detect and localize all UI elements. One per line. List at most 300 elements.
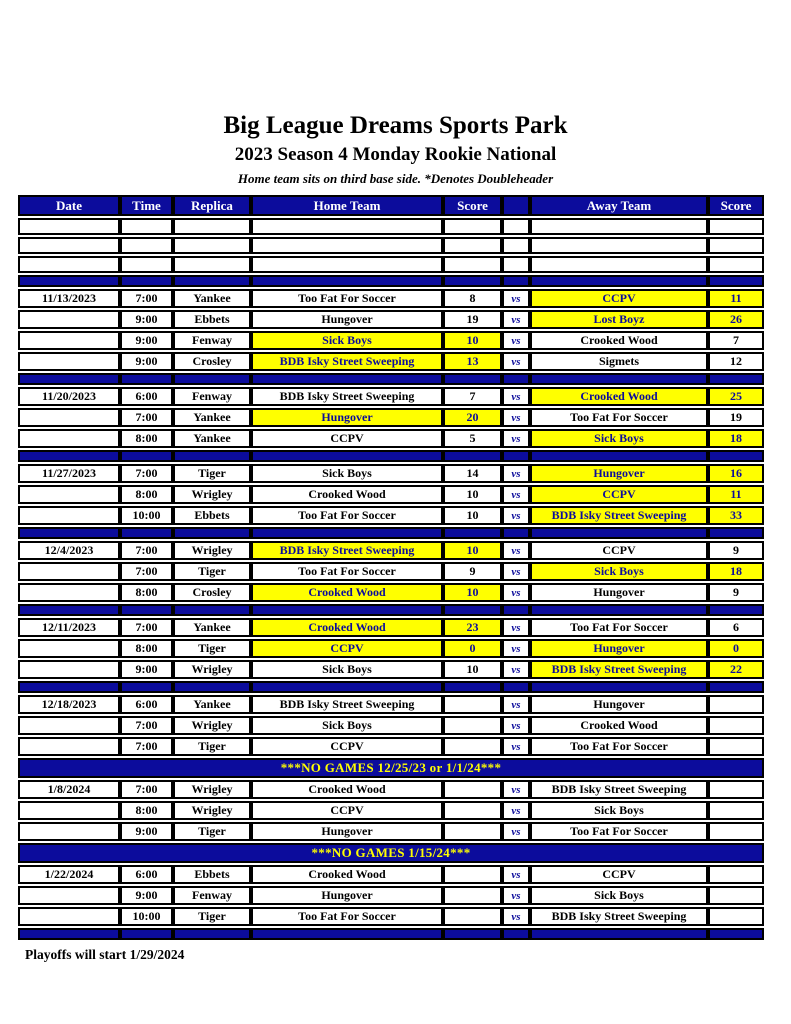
away-team-cell: Too Fat For Soccer [530,737,708,756]
away-team-cell: Sick Boys [530,429,708,448]
home-score-cell [443,780,502,799]
separator-date-cell [18,373,120,385]
game-row [18,865,764,884]
separator-replica-cell [173,450,251,462]
time-cell: 9:00 [120,352,173,371]
away-team-cell: Too Fat For Soccer [530,822,708,841]
home-team-cell: Sick Boys [251,660,443,679]
separator-away-score-cell [708,373,764,385]
game-row [18,822,764,841]
separator-date-cell [18,450,120,462]
away-team-cell: Sick Boys [530,801,708,820]
date-cell [18,562,120,581]
separator-away-team-cell [530,275,708,287]
away-score-cell: 18 [708,429,764,448]
date-cell [18,737,120,756]
replica-cell: Tiger [173,737,251,756]
home-score-cell: 0 [443,639,502,658]
home-score-cell: 19 [443,310,502,329]
separator-time-cell [120,527,173,539]
home-team-cell: Crooked Wood [251,780,443,799]
vs-label: vs [502,387,530,406]
separator-time-cell [120,604,173,616]
away-team-cell: Crooked Wood [530,716,708,735]
time-cell: 8:00 [120,639,173,658]
away-score-cell: 11 [708,485,764,504]
away-score-cell [708,907,764,926]
away-team-cell: Crooked Wood [530,387,708,406]
date-cell: 11/13/2023 [18,289,120,308]
away-team-cell: BDB Isky Street Sweeping [530,506,708,525]
date-cell [18,485,120,504]
away-score-cell [708,822,764,841]
empty-replica-cell [173,256,251,273]
home-team-cell: Too Fat For Soccer [251,289,443,308]
home-score-cell [443,865,502,884]
replica-cell: Fenway [173,387,251,406]
game-row [18,660,764,679]
away-score-cell [708,716,764,735]
away-team-cell: Sick Boys [530,886,708,905]
date-cell [18,506,120,525]
separator-time-cell [120,681,173,693]
game-row [18,639,764,658]
vs-label: vs [502,716,530,735]
game-row [18,695,764,714]
away-score-cell [708,886,764,905]
empty-vs-cell [502,237,530,254]
empty-time-cell [120,256,173,273]
time-cell: 10:00 [120,506,173,525]
away-team-cell: CCPV [530,485,708,504]
separator-away-score-cell [708,681,764,693]
separator-replica-cell [173,681,251,693]
game-row [18,907,764,926]
game-row [18,562,764,581]
home-team-cell: Too Fat For Soccer [251,562,443,581]
notice-row [18,758,764,778]
time-cell: 8:00 [120,801,173,820]
replica-cell: Ebbets [173,865,251,884]
away-score-cell [708,865,764,884]
home-score-cell [443,907,502,926]
empty-row [18,237,764,254]
home-score-cell: 5 [443,429,502,448]
replica-cell: Tiger [173,907,251,926]
vs-label: vs [502,639,530,658]
date-cell [18,352,120,371]
home-team-cell: Crooked Wood [251,865,443,884]
home-score-cell: 20 [443,408,502,427]
date-cell: 1/22/2024 [18,865,120,884]
home-score-cell: 7 [443,387,502,406]
table-header-row [18,195,764,216]
vs-label: vs [502,822,530,841]
time-cell: 7:00 [120,618,173,637]
separator-home-score-cell [443,604,502,616]
home-team-cell: Sick Boys [251,464,443,483]
home-score-cell: 10 [443,660,502,679]
separator-replica-cell [173,275,251,287]
vs-label: vs [502,485,530,504]
empty-away-team-cell [530,218,708,235]
date-cell: 1/8/2024 [18,780,120,799]
date-cell: 11/20/2023 [18,387,120,406]
date-cell [18,429,120,448]
home-team-cell: Hungover [251,310,443,329]
separator-home-score-cell [443,373,502,385]
time-cell: 7:00 [120,780,173,799]
date-cell [18,886,120,905]
home-team-cell: Crooked Wood [251,618,443,637]
time-cell: 9:00 [120,822,173,841]
game-row [18,408,764,427]
separator-away-score-cell [708,450,764,462]
replica-cell: Wrigley [173,780,251,799]
separator-replica-cell [173,928,251,940]
away-score-cell [708,737,764,756]
home-score-cell [443,801,502,820]
game-row [18,716,764,735]
game-row [18,485,764,504]
away-team-cell: Sick Boys [530,562,708,581]
time-cell: 7:00 [120,464,173,483]
game-row [18,464,764,483]
empty-vs-cell [502,256,530,273]
time-cell: 9:00 [120,310,173,329]
time-cell: 6:00 [120,865,173,884]
separator-date-cell [18,928,120,940]
away-score-cell: 12 [708,352,764,371]
separator-vs-cell [502,527,530,539]
replica-cell: Yankee [173,695,251,714]
replica-cell: Wrigley [173,716,251,735]
notice-row [18,843,764,863]
header-cell-home-team: Home Team [251,195,443,216]
home-score-cell [443,886,502,905]
no-games-notice: ***NO GAMES 12/25/23 or 1/1/24*** [18,758,764,778]
vs-label: vs [502,907,530,926]
header-cell-time: Time [120,195,173,216]
game-row [18,541,764,560]
separator-row [18,604,764,616]
time-cell: 7:00 [120,541,173,560]
separator-vs-cell [502,928,530,940]
home-team-cell: Hungover [251,886,443,905]
vs-label: vs [502,464,530,483]
away-team-cell: Hungover [530,583,708,602]
empty-row [18,218,764,235]
home-score-cell: 10 [443,331,502,350]
separator-away-score-cell [708,275,764,287]
separator-time-cell [120,373,173,385]
separator-row [18,928,764,940]
separator-away-team-cell [530,681,708,693]
replica-cell: Yankee [173,289,251,308]
away-team-cell: BDB Isky Street Sweeping [530,907,708,926]
game-row [18,583,764,602]
away-team-cell: Sigmets [530,352,708,371]
home-team-cell: Too Fat For Soccer [251,907,443,926]
empty-away-team-cell [530,237,708,254]
date-cell: 12/4/2023 [18,541,120,560]
no-games-notice: ***NO GAMES 1/15/24*** [18,843,764,863]
page-title: Big League Dreams Sports Park [223,112,568,139]
away-score-cell [708,780,764,799]
replica-cell: Wrigley [173,541,251,560]
vs-label: vs [502,429,530,448]
game-row [18,331,764,350]
date-cell [18,408,120,427]
separator-home-score-cell [443,527,502,539]
schedule-table [18,193,764,942]
separator-away-team-cell [530,604,708,616]
separator-home-team-cell [251,373,443,385]
header-cell-vs [502,195,530,216]
time-cell: 6:00 [120,387,173,406]
empty-row [18,256,764,273]
away-score-cell: 0 [708,639,764,658]
time-cell: 7:00 [120,737,173,756]
game-row [18,801,764,820]
replica-cell: Ebbets [173,310,251,329]
separator-away-team-cell [530,373,708,385]
separator-replica-cell [173,373,251,385]
away-team-cell: BDB Isky Street Sweeping [530,660,708,679]
separator-home-team-cell [251,275,443,287]
home-team-cell: BDB Isky Street Sweeping [251,541,443,560]
vs-label: vs [502,562,530,581]
home-team-cell: CCPV [251,737,443,756]
time-cell: 6:00 [120,695,173,714]
date-cell [18,639,120,658]
home-team-cell: BDB Isky Street Sweeping [251,695,443,714]
away-score-cell: 11 [708,289,764,308]
home-team-cell: CCPV [251,801,443,820]
home-score-cell: 23 [443,618,502,637]
replica-cell: Wrigley [173,485,251,504]
separator-date-cell [18,681,120,693]
separator-row [18,275,764,287]
empty-home-score-cell [443,237,502,254]
replica-cell: Yankee [173,429,251,448]
date-cell [18,822,120,841]
empty-home-score-cell [443,218,502,235]
replica-cell: Fenway [173,886,251,905]
separator-away-team-cell [530,527,708,539]
away-team-cell: Hungover [530,639,708,658]
away-score-cell: 7 [708,331,764,350]
replica-cell: Crosley [173,583,251,602]
empty-time-cell [120,218,173,235]
replica-cell: Tiger [173,562,251,581]
vs-label: vs [502,583,530,602]
away-team-cell: BDB Isky Street Sweeping [530,780,708,799]
away-team-cell: Hungover [530,464,708,483]
separator-vs-cell [502,681,530,693]
empty-away-score-cell [708,237,764,254]
home-team-cell: Hungover [251,408,443,427]
separator-home-score-cell [443,681,502,693]
empty-date-cell [18,218,120,235]
page-header [0,0,791,187]
header-cell-date: Date [18,195,120,216]
empty-vs-cell [502,218,530,235]
date-cell [18,716,120,735]
date-cell [18,583,120,602]
vs-label: vs [502,865,530,884]
home-team-cell: Hungover [251,822,443,841]
separator-time-cell [120,450,173,462]
header-cell-away-score: Score [708,195,764,216]
replica-cell: Tiger [173,639,251,658]
vs-label: vs [502,331,530,350]
home-team-cell: BDB Isky Street Sweeping [251,352,443,371]
home-score-cell: 13 [443,352,502,371]
vs-label: vs [502,801,530,820]
vs-label: vs [502,695,530,714]
time-cell: 10:00 [120,907,173,926]
vs-label: vs [502,737,530,756]
away-team-cell: CCPV [530,865,708,884]
replica-cell: Yankee [173,408,251,427]
separator-time-cell [120,928,173,940]
date-cell: 12/18/2023 [18,695,120,714]
separator-away-team-cell [530,450,708,462]
separator-away-score-cell [708,928,764,940]
empty-date-cell [18,237,120,254]
separator-away-score-cell [708,527,764,539]
replica-cell: Yankee [173,618,251,637]
separator-home-team-cell [251,527,443,539]
header-cell-home-score: Score [443,195,502,216]
separator-row [18,373,764,385]
empty-home-team-cell [251,256,443,273]
home-team-cell: BDB Isky Street Sweeping [251,387,443,406]
date-cell [18,331,120,350]
away-team-cell: Lost Boyz [530,310,708,329]
separator-replica-cell [173,527,251,539]
separator-vs-cell [502,373,530,385]
away-team-cell: Too Fat For Soccer [530,408,708,427]
time-cell: 7:00 [120,562,173,581]
time-cell: 7:00 [120,716,173,735]
game-row [18,429,764,448]
vs-label: vs [502,352,530,371]
empty-away-score-cell [708,218,764,235]
home-team-cell: Crooked Wood [251,485,443,504]
home-score-cell: 10 [443,583,502,602]
separator-row [18,450,764,462]
separator-home-team-cell [251,928,443,940]
home-score-cell: 8 [443,289,502,308]
game-row [18,506,764,525]
vs-label: vs [502,408,530,427]
date-cell [18,310,120,329]
game-row [18,289,764,308]
game-row [18,387,764,406]
separator-away-team-cell [530,928,708,940]
vs-label: vs [502,541,530,560]
separator-home-team-cell [251,681,443,693]
empty-replica-cell [173,218,251,235]
away-score-cell: 9 [708,583,764,602]
home-team-cell: Crooked Wood [251,583,443,602]
separator-date-cell [18,275,120,287]
home-team-note: Home team sits on third base side. *Denotes Doubleheader [237,171,554,187]
home-score-cell: 10 [443,485,502,504]
away-team-cell: CCPV [530,289,708,308]
home-score-cell: 10 [443,506,502,525]
home-score-cell [443,822,502,841]
away-score-cell: 26 [708,310,764,329]
away-score-cell: 6 [708,618,764,637]
game-row [18,618,764,637]
home-score-cell: 9 [443,562,502,581]
date-cell: 12/11/2023 [18,618,120,637]
away-team-cell: Crooked Wood [530,331,708,350]
separator-home-score-cell [443,450,502,462]
separator-away-score-cell [708,604,764,616]
away-score-cell: 16 [708,464,764,483]
game-row [18,737,764,756]
away-team-cell: Hungover [530,695,708,714]
empty-replica-cell [173,237,251,254]
away-score-cell: 22 [708,660,764,679]
header-cell-replica: Replica [173,195,251,216]
separator-vs-cell [502,450,530,462]
home-team-cell: CCPV [251,639,443,658]
replica-cell: Wrigley [173,801,251,820]
time-cell: 8:00 [120,583,173,602]
time-cell: 8:00 [120,485,173,504]
page-subtitle: 2023 Season 4 Monday Rookie National [234,143,557,165]
date-cell [18,907,120,926]
home-score-cell: 14 [443,464,502,483]
time-cell: 7:00 [120,289,173,308]
game-row [18,780,764,799]
empty-away-score-cell [708,256,764,273]
game-row [18,352,764,371]
empty-home-team-cell [251,237,443,254]
empty-home-score-cell [443,256,502,273]
away-score-cell: 18 [708,562,764,581]
separator-row [18,527,764,539]
home-score-cell: 10 [443,541,502,560]
date-cell: 11/27/2023 [18,464,120,483]
vs-label: vs [502,618,530,637]
separator-date-cell [18,604,120,616]
away-score-cell: 25 [708,387,764,406]
time-cell: 9:00 [120,886,173,905]
vs-label: vs [502,780,530,799]
replica-cell: Crosley [173,352,251,371]
away-team-cell: Too Fat For Soccer [530,618,708,637]
away-score-cell [708,695,764,714]
replica-cell: Wrigley [173,660,251,679]
home-score-cell [443,737,502,756]
game-row [18,886,764,905]
vs-label: vs [502,660,530,679]
replica-cell: Tiger [173,464,251,483]
time-cell: 9:00 [120,660,173,679]
playoffs-note: Playoffs will start 1/29/2024 [25,947,185,963]
separator-home-team-cell [251,604,443,616]
separator-home-score-cell [443,275,502,287]
separator-vs-cell [502,604,530,616]
replica-cell: Fenway [173,331,251,350]
separator-date-cell [18,527,120,539]
